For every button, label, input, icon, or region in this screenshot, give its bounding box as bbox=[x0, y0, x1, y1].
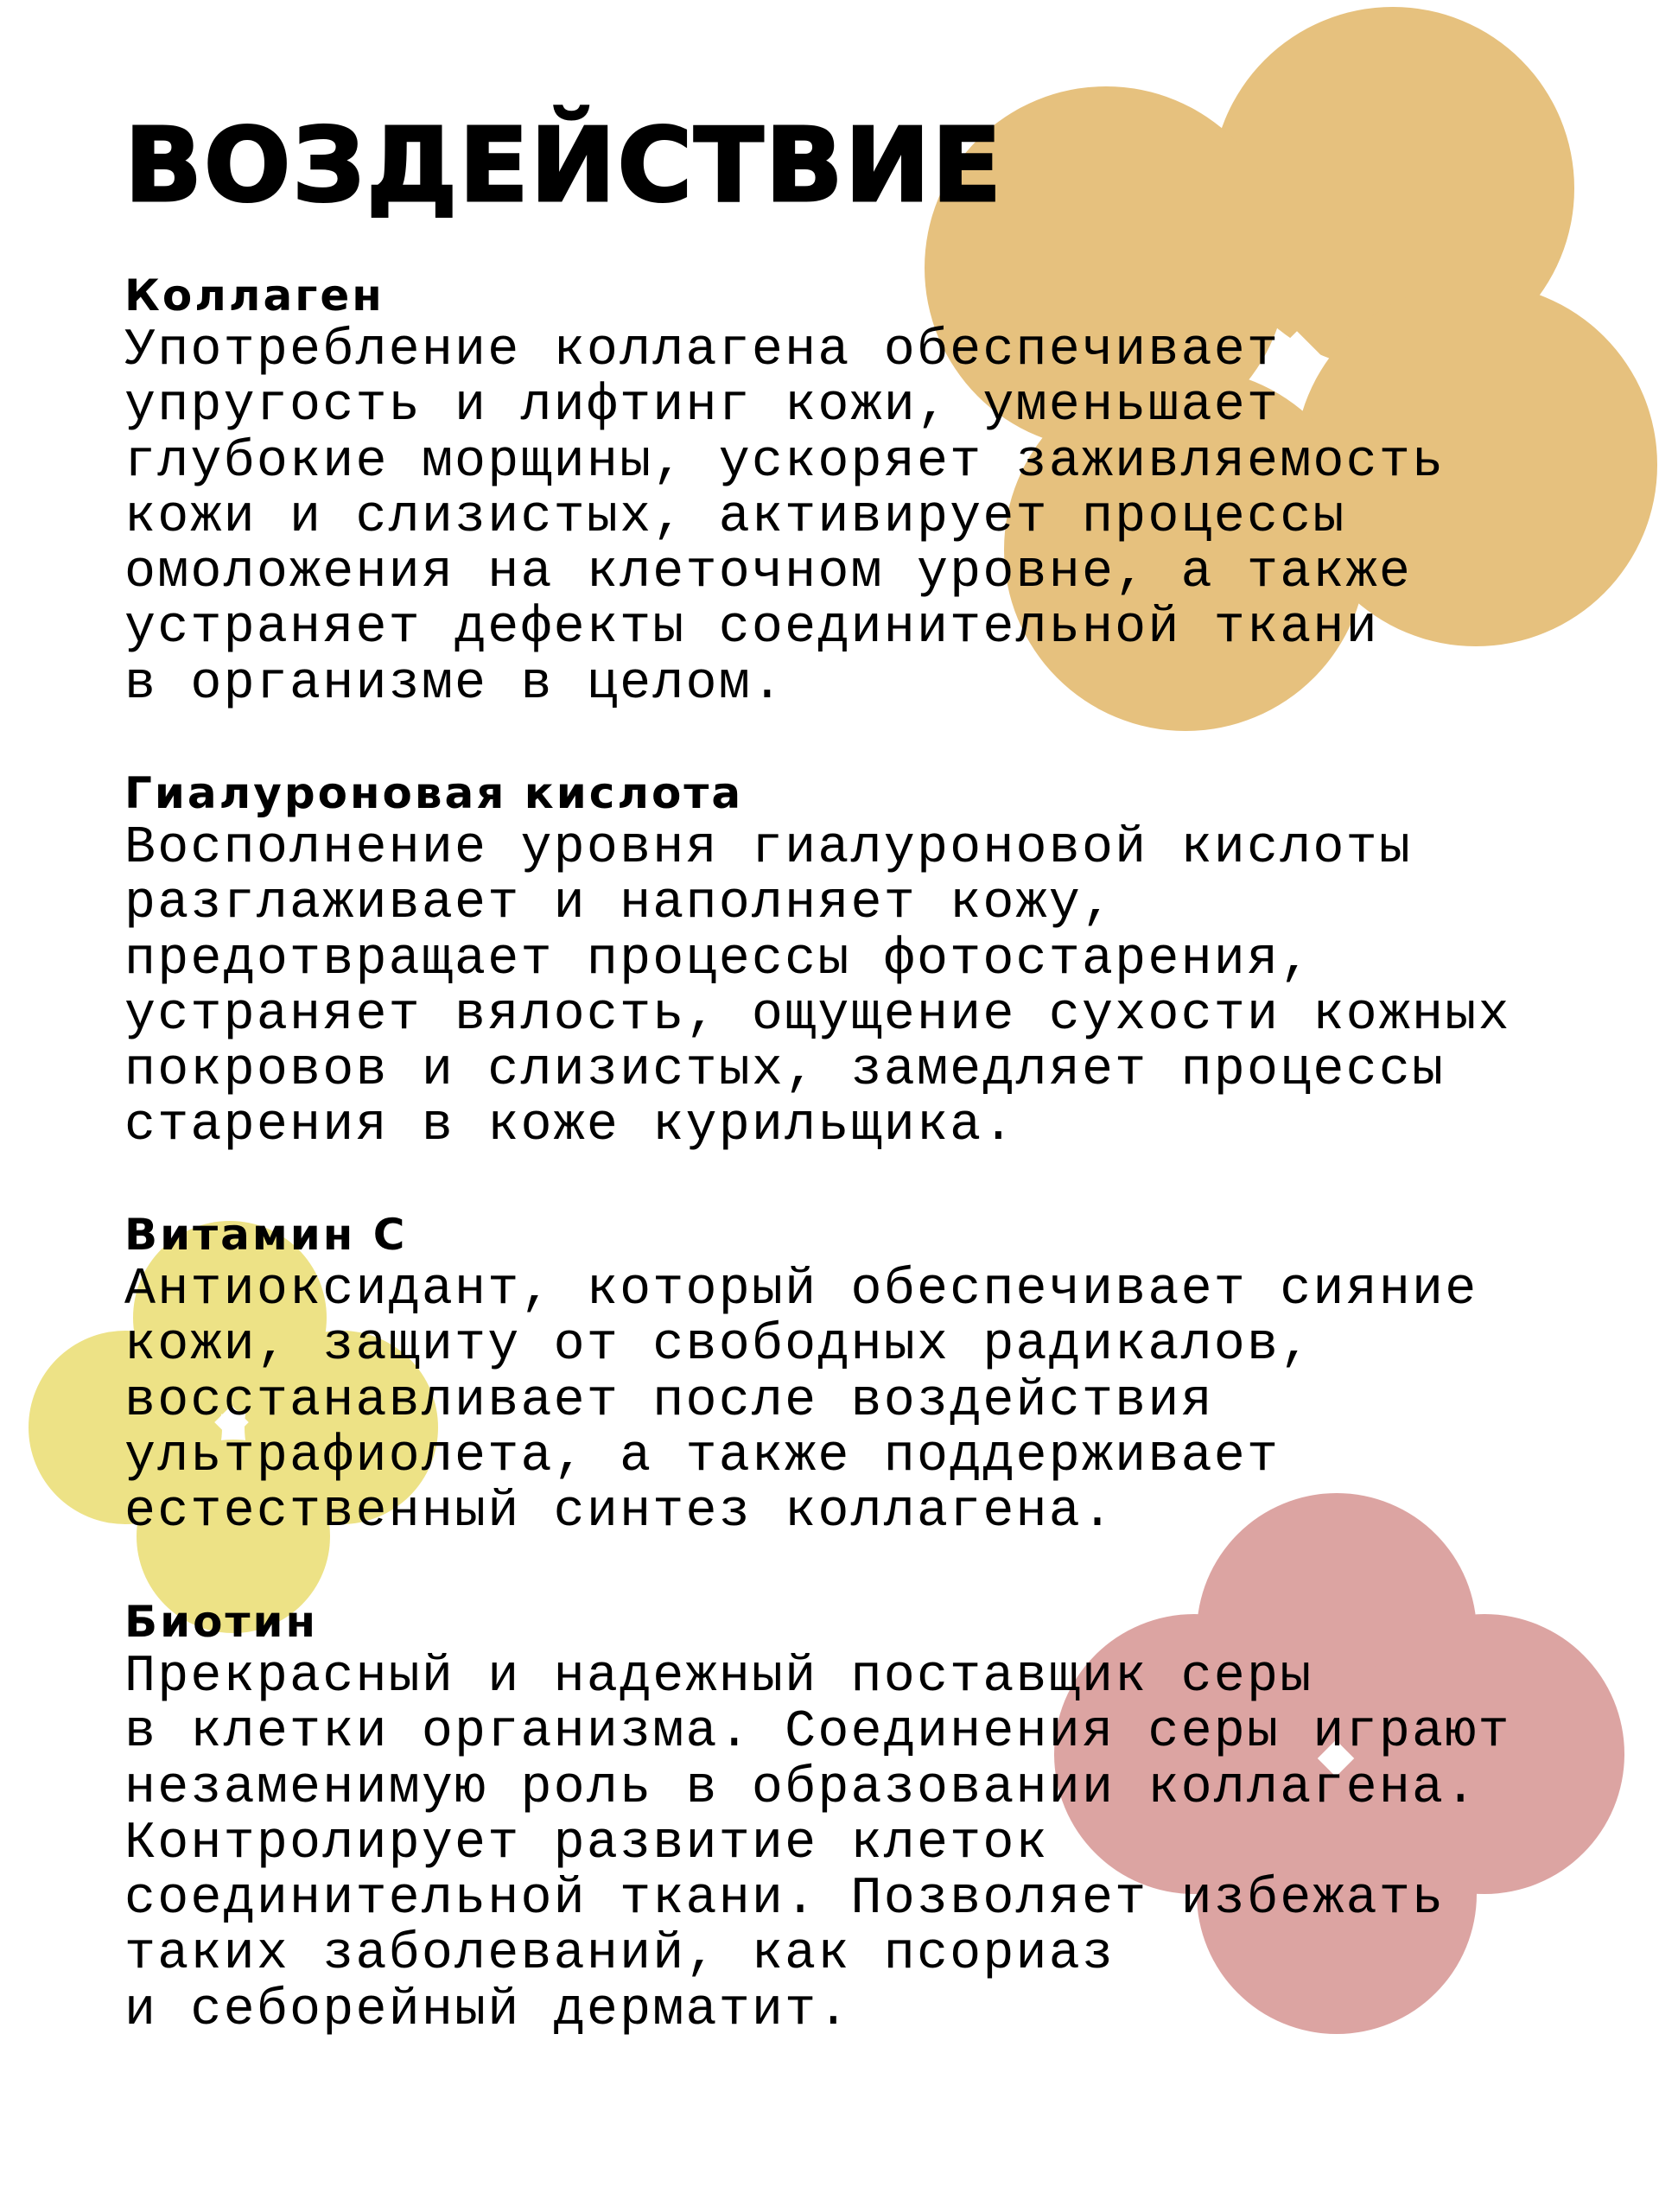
section-collagen bbox=[124, 268, 1611, 712]
section-heading: Биотин bbox=[124, 1597, 319, 1647]
section-vitamin-c bbox=[124, 1207, 1611, 1540]
section-heading: Витамин С bbox=[124, 1210, 408, 1260]
section-biotin bbox=[124, 1594, 1611, 2038]
section-body: Восполнение уровня гиалуроновой кислоты разглаживает и наполняет кожу, предотвращает процессы фотостарения, устраняет вялость, ощущение сухости кожных покровов и слизистых, замедляет процессы старения в коже курильщика. bbox=[124, 819, 1511, 1156]
section-body: Прекрасный и надежный поставщик серы в клетки организма. Соединения серы играют незаменимую роль в образовании коллагена. Контролирует развитие клеток соединительной ткани. Позволяет избежать таких заболеваний, как псориаз и себорейный дерматит. bbox=[124, 1648, 1511, 2040]
section-body: Антиоксидант, который обеспечивает сияние кожи, защиту от свободных радикалов, восстанавливает после воздействия ультрафиолета, а также поддерживает естественный синтез коллагена. bbox=[124, 1261, 1478, 1542]
page-title: ВОЗДЕЙСТВИЕ bbox=[124, 105, 1003, 225]
section-heading: Коллаген bbox=[124, 270, 385, 321]
section-body: Употребление коллагена обеспечивает упругость и лифтинг кожи, уменьшает глубокие морщины, ускоряет заживляемость кожи и слизистых, активирует процессы омоложения на клеточном уровне, а также устраняет дефекты соединительной ткани в организме в целом. bbox=[124, 321, 1446, 714]
section-hyaluronic-acid bbox=[124, 766, 1611, 1154]
section-heading: Гиалуроновая кислота bbox=[124, 768, 744, 818]
